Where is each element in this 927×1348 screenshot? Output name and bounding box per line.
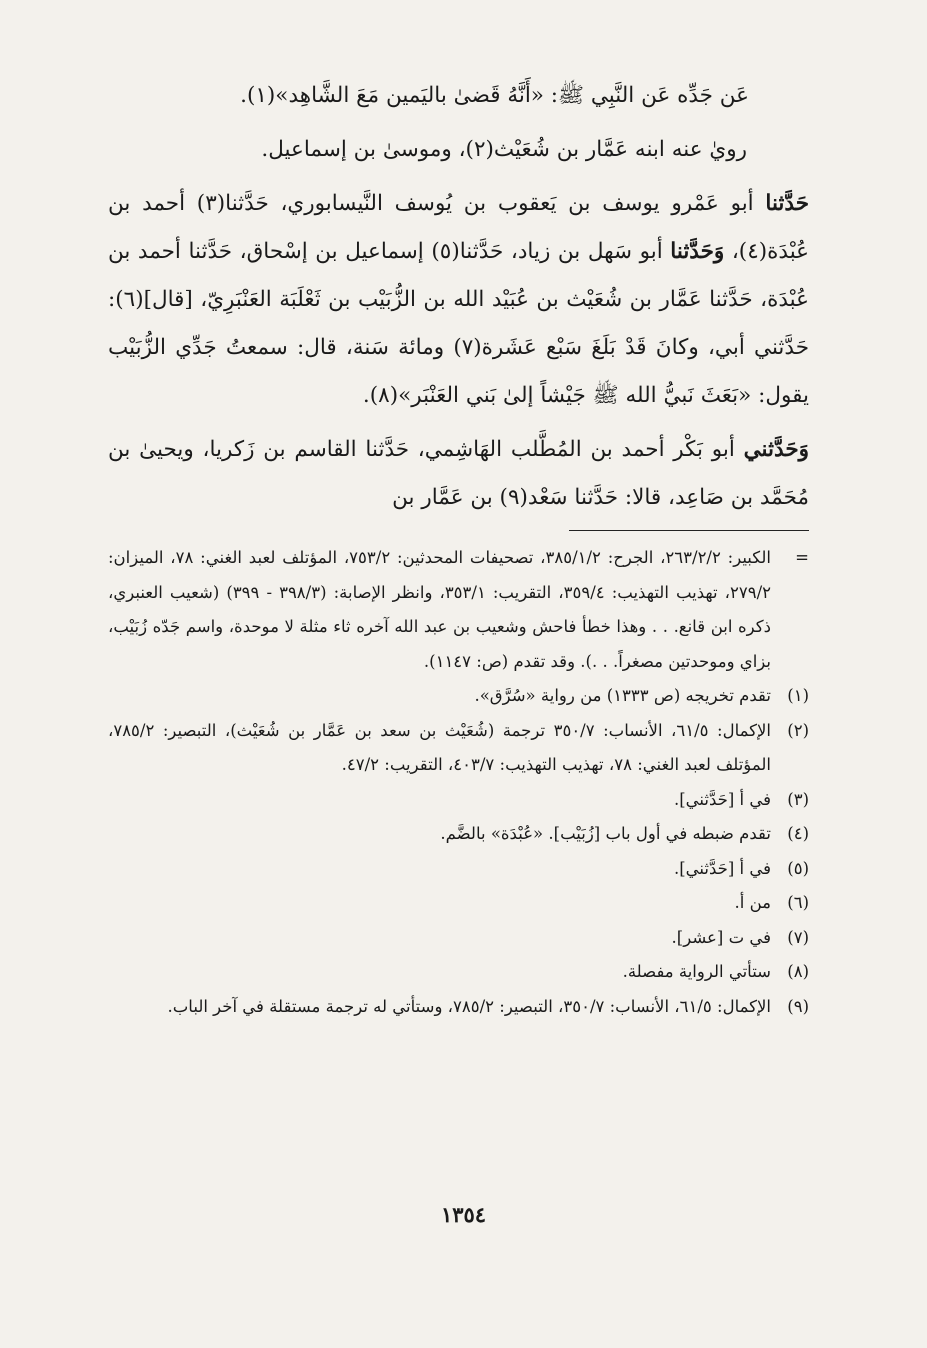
footnote-number: (٣): [787, 789, 809, 809]
footnote: [108, 783, 809, 818]
footnote-number: (٦): [787, 893, 809, 912]
footnote-text: من أ.: [734, 893, 771, 912]
footnote: [108, 714, 809, 783]
footnote-number: (٧): [787, 927, 809, 947]
footnote-text: تقدم تخريجه (ص ١٣٣٣) من رواية «سُرَّق».: [474, 686, 771, 705]
footnote-text: ستأتي الرواية مفصلة.: [622, 962, 771, 981]
footnote-text: في أ [حَدَّثني].: [673, 858, 771, 878]
footnote-number: (١): [787, 686, 809, 705]
paragraph-4: [108, 426, 809, 522]
paragraph-1: عَن جَدِّه عَن النَّبِي ﷺ: «أَنَّهُ قَضىٰ باليَمين مَعَ الشَّاهِد»(١).: [240, 83, 749, 108]
footnote: [108, 921, 809, 956]
footnote: [108, 955, 809, 990]
paragraph-3: [108, 180, 809, 420]
footnote: [108, 817, 809, 852]
footnotes-list: [108, 679, 809, 1024]
footnote: [108, 852, 809, 887]
paragraph-3-text-b: أبو سَهل بن زياد، حَدَّثنا(٥) إسماعيل بن إسْحاق، حَدَّثنا أحمد بن عُبْدَة، حَدَّثنا عَمَّار بن شُعَيْث بن عُبَيْد الله بن الزُّبَيْب بن ثَعْلَبَة العَنْبَرِيّ، [قال](٦): حَدَّثني أبي، وكانَ قَدْ بَلَغَ سَبْع عَشَرة(٧) ومائة سَنة، قال: سمعتُ جَدِّي الزُّبَيْب يقول: «بَعَثَ نَبيُّ الله ﷺ جَيْشاً إلىٰ بَني العَنْبَر»(٨).: [108, 239, 809, 408]
paragraph-2: رويٰ عنه ابنه عَمَّار بن شُعَيْث(٢)، وموسىٰ بن إسماعيل.: [261, 137, 747, 162]
paragraph-4-text: أبو بَكْر أحمد بن المُطَّلب الهَاشِمي، حَدَّثنا القاسم بن زَكريا، ويحيىٰ بن مُحَمَّد بن صَاعِد، قالا: حَدَّثنا سَعْد(٩) بن عَمَّار بن: [108, 437, 809, 510]
hadith-lead-word-2: وَحَدَّثنا: [670, 239, 725, 264]
footnote-text: تقدم ضبطه في أول باب [زُبَيْب]. «عُبْدَة» بالضَّم.: [440, 824, 771, 843]
footnote-text: في أ [حَدَّثني].: [673, 789, 771, 809]
main-text: [108, 72, 809, 522]
footnote-separator: [569, 530, 809, 531]
continuation-mark: =: [795, 548, 809, 567]
footnote: [108, 886, 809, 921]
page-number: ١٣٥٤: [440, 1202, 487, 1227]
footnote: [108, 990, 809, 1025]
footnote-number: (٢): [787, 720, 809, 740]
footnote-text: الإكمال: ٦١/٥، الأنساب: ٣٥٠/٧، التبصير: ٧٨٥/٢، وستأتي له ترجمة مستقلة في آخر الباب.: [167, 996, 771, 1016]
footnote-text: الإكمال: ٦١/٥، الأنساب: ٣٥٠/٧ ترجمة (شُعَيْث بن سعد بن عَمَّار بن شُعَيْث)، التبصير: ٧٨٥/٢، المؤتلف لعبد الغني: ٧٨، تهذيب التهذيب: ٤٠٣/٧، التقريب: ٤٧/٢.: [108, 720, 771, 774]
footnote: [108, 679, 809, 714]
footnote-number: (٩): [787, 996, 809, 1016]
hadith-lead-word-3: وَحَدَّثني: [743, 437, 809, 462]
footnote-number: (٤): [787, 824, 809, 843]
footnote-continuation: [108, 541, 809, 679]
paragraph-3-text: أبو عَمْرو يوسف بن يَعقوب بن يُوسف النَّيسابوري، حَدَّثنا(٣) أحمد بن عُبْدَة(٤)،: [108, 191, 810, 264]
hadith-lead-word: حَدَّثنا: [765, 191, 809, 216]
footnote-continuation-text: الكبير: ٢٦٣/٢/٢، الجرح: ٣٨٥/١/٢، تصحيفات المحدثين: ٧٥٣/٢، المؤتلف لعبد الغني: ٧٨، الميزان: ٢٧٩/٢، تهذيب التهذيب: ٣٥٩/٤، التقريب: ٣٥٣/١، وانظر الإصابة: (٣٩٨/٣ - ٣٩٩) (شعيب العنبري، ذكره ابن قانع. . . وهذا خطأ فاحش وشعيب بن عبد الله آخره ثاء مثلة لا موحدة، واسم جَدّه زُبَيْب، بزاي وموحدتين مصغراً. . .). وقد تقدم (ص: ١١٤٧).: [108, 548, 771, 671]
footnote-text: في ت [عشر].: [671, 927, 771, 947]
footnote-number: (٨): [787, 962, 809, 981]
footnote-number: (٥): [787, 858, 809, 878]
